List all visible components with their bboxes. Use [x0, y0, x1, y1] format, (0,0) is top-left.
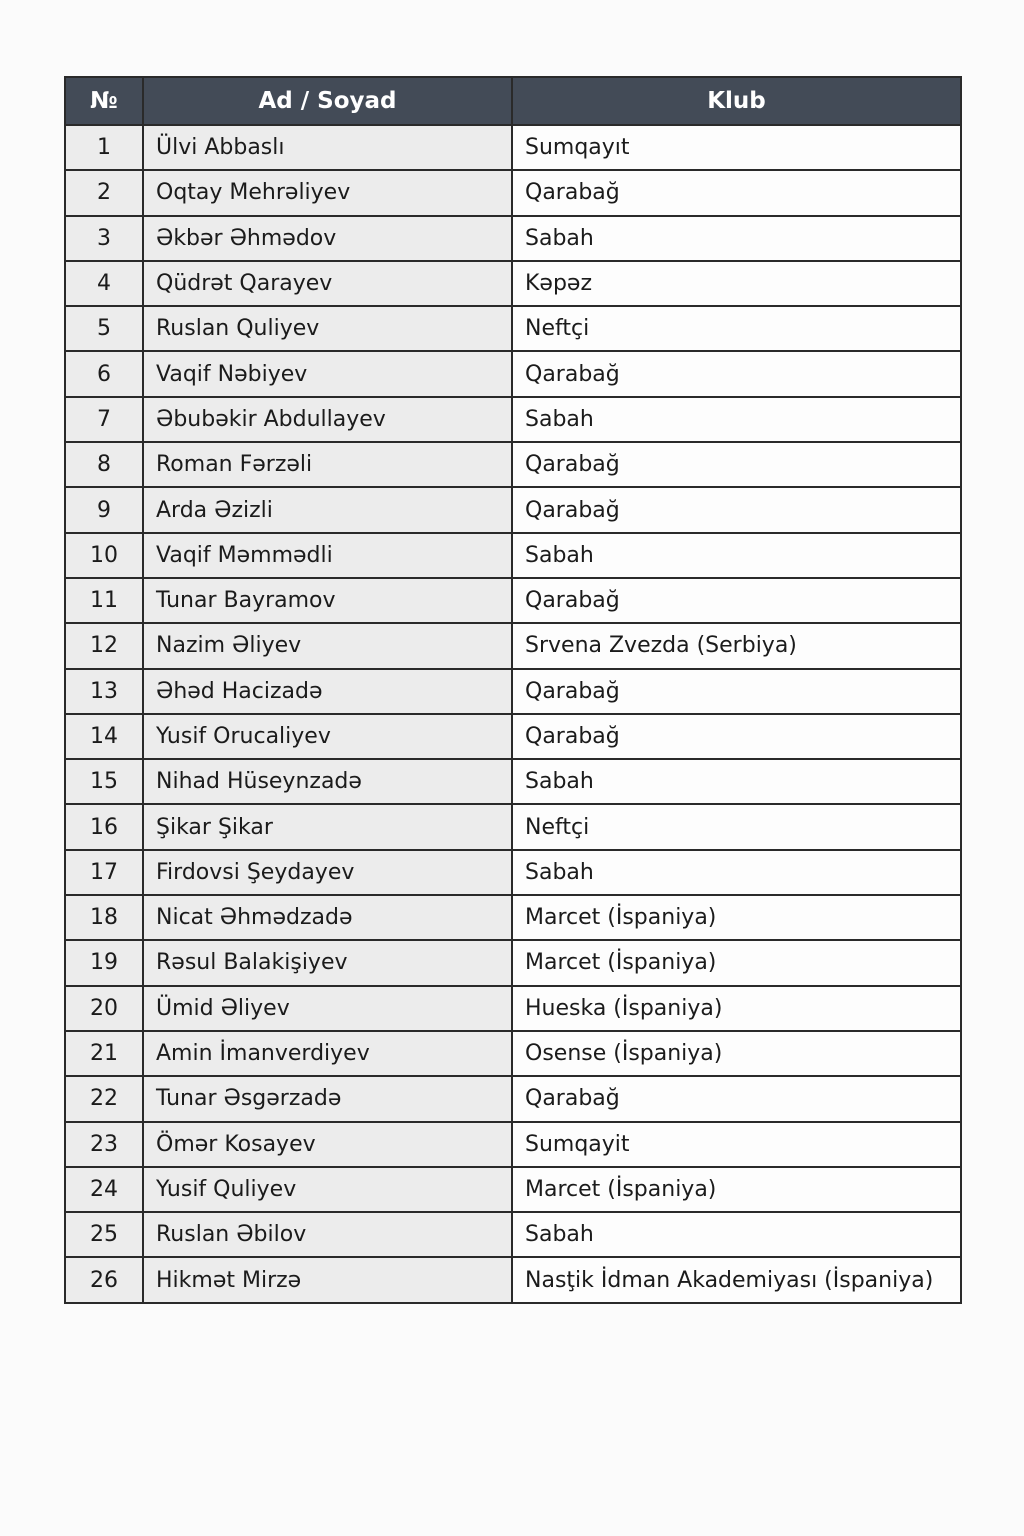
row-number: 17 [65, 850, 143, 895]
player-club: Marcet (İspaniya) [512, 940, 961, 985]
table-row [65, 940, 961, 985]
player-name: Vaqif Nəbiyev [143, 351, 512, 396]
row-number: 11 [65, 578, 143, 623]
table-row [65, 578, 961, 623]
row-number: 25 [65, 1212, 143, 1257]
player-name: Yusif Orucaliyev [143, 714, 512, 759]
player-club: Sumqayit [512, 1122, 961, 1167]
table-row [65, 804, 961, 849]
table-header-row [65, 77, 961, 125]
player-name: Roman Fərzəli [143, 442, 512, 487]
table-row [65, 125, 961, 170]
table-row [65, 533, 961, 578]
row-number: 4 [65, 261, 143, 306]
row-number: 14 [65, 714, 143, 759]
player-club: Osense (İspaniya) [512, 1031, 961, 1076]
row-number: 15 [65, 759, 143, 804]
player-club: Srvena Zvezda (Serbiya) [512, 623, 961, 668]
player-name: Şikar Şikar [143, 804, 512, 849]
player-club: Qarabağ [512, 487, 961, 532]
row-number: 19 [65, 940, 143, 985]
player-club: Neftçi [512, 306, 961, 351]
player-name: Hikmət Mirzə [143, 1257, 512, 1302]
row-number: 2 [65, 170, 143, 215]
table-row [65, 850, 961, 895]
player-club: Kəpəz [512, 261, 961, 306]
player-name: Oqtay Mehrəliyev [143, 170, 512, 215]
player-club: Neftçi [512, 804, 961, 849]
row-number: 7 [65, 397, 143, 442]
table-row [65, 759, 961, 804]
table-row [65, 1076, 961, 1121]
table-row [65, 1031, 961, 1076]
player-name: Ümid Əliyev [143, 986, 512, 1031]
row-number: 9 [65, 487, 143, 532]
player-name: Ülvi Abbaslı [143, 125, 512, 170]
table-row [65, 261, 961, 306]
player-name: Firdovsi Şeydayev [143, 850, 512, 895]
player-roster-table [64, 76, 962, 1304]
row-number: 5 [65, 306, 143, 351]
player-name: Qüdrət Qarayev [143, 261, 512, 306]
player-name: Vaqif Məmmədli [143, 533, 512, 578]
row-number: 18 [65, 895, 143, 940]
player-club: Marcet (İspaniya) [512, 895, 961, 940]
table-row [65, 351, 961, 396]
player-club: Qarabağ [512, 714, 961, 759]
table-body [65, 125, 961, 1303]
table-row [65, 1122, 961, 1167]
header-club: Klub [512, 77, 961, 125]
player-name: Nihad Hüseynzadə [143, 759, 512, 804]
table-row [65, 1212, 961, 1257]
row-number: 20 [65, 986, 143, 1031]
player-club: Sabah [512, 759, 961, 804]
table-row [65, 170, 961, 215]
row-number: 1 [65, 125, 143, 170]
player-name: Arda Əzizli [143, 487, 512, 532]
table-row [65, 397, 961, 442]
player-name: Tunar Bayramov [143, 578, 512, 623]
player-name: Ruslan Əbilov [143, 1212, 512, 1257]
row-number: 24 [65, 1167, 143, 1212]
player-name: Ruslan Quliyev [143, 306, 512, 351]
row-number: 26 [65, 1257, 143, 1302]
player-name: Tunar Əsgərzadə [143, 1076, 512, 1121]
player-club: Hueska (İspaniya) [512, 986, 961, 1031]
table-row [65, 986, 961, 1031]
player-club: Qarabağ [512, 578, 961, 623]
table-row [65, 714, 961, 759]
header-number: № [65, 77, 143, 125]
table-row [65, 1167, 961, 1212]
table-row [65, 895, 961, 940]
table-row [65, 1257, 961, 1302]
player-name: Rəsul Balakişiyev [143, 940, 512, 985]
player-club: Sabah [512, 533, 961, 578]
row-number: 16 [65, 804, 143, 849]
player-club: Qarabağ [512, 442, 961, 487]
player-club: Sabah [512, 1212, 961, 1257]
table-row [65, 216, 961, 261]
player-name: Nazim Əliyev [143, 623, 512, 668]
player-name: Nicat Əhmədzadə [143, 895, 512, 940]
player-club: Sabah [512, 216, 961, 261]
table-row [65, 669, 961, 714]
table-row [65, 306, 961, 351]
player-club: Sabah [512, 850, 961, 895]
player-club: Qarabağ [512, 669, 961, 714]
player-name: Amin İmanverdiyev [143, 1031, 512, 1076]
player-name: Əhəd Hacizadə [143, 669, 512, 714]
player-name: Ömər Kosayev [143, 1122, 512, 1167]
player-club: Nasţik İdman Akademiyası (İspaniya) [512, 1257, 961, 1302]
row-number: 23 [65, 1122, 143, 1167]
row-number: 13 [65, 669, 143, 714]
row-number: 10 [65, 533, 143, 578]
player-club: Sabah [512, 397, 961, 442]
header-name: Ad / Soyad [143, 77, 512, 125]
player-club: Sumqayıt [512, 125, 961, 170]
row-number: 22 [65, 1076, 143, 1121]
player-club: Qarabağ [512, 170, 961, 215]
player-club: Qarabağ [512, 1076, 961, 1121]
player-name: Əkbər Əhmədov [143, 216, 512, 261]
row-number: 6 [65, 351, 143, 396]
player-name: Əbubəkir Abdullayev [143, 397, 512, 442]
player-club: Marcet (İspaniya) [512, 1167, 961, 1212]
row-number: 21 [65, 1031, 143, 1076]
table-row [65, 442, 961, 487]
row-number: 3 [65, 216, 143, 261]
row-number: 12 [65, 623, 143, 668]
player-name: Yusif Quliyev [143, 1167, 512, 1212]
player-club: Qarabağ [512, 351, 961, 396]
table-row [65, 487, 961, 532]
row-number: 8 [65, 442, 143, 487]
table-row [65, 623, 961, 668]
